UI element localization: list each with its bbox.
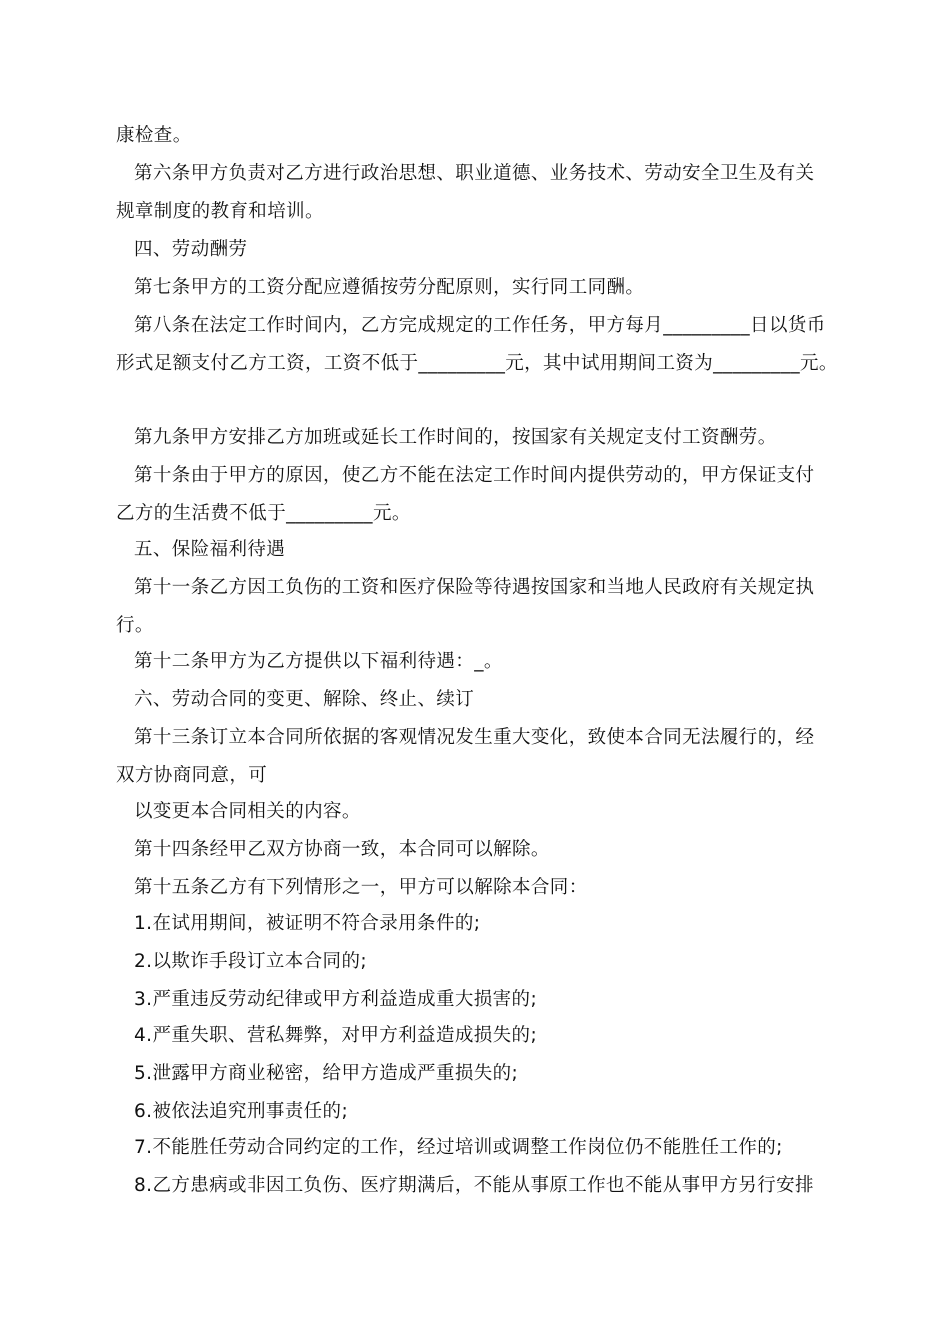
- list-item: 4.严重失职、营私舞弊，对甲方利益造成损失的;: [134, 1025, 538, 1046]
- list-item: 5.泄露甲方商业秘密，给甲方造成严重损失的;: [134, 1063, 519, 1084]
- text-line: 规章制度的教育和培训。: [116, 201, 324, 222]
- list-item: 3.严重违反劳动纪律或甲方利益造成重大损害的;: [134, 989, 538, 1010]
- text-line: 第十一条乙方因工负伤的工资和医疗保险等待遇按国家和当地人民政府有关规定执: [134, 577, 815, 598]
- text-line: 第十四条经甲乙双方协商一致，本合同可以解除。: [134, 839, 550, 860]
- text-line: 康检查。: [116, 125, 192, 146]
- text-line: 第十三条订立本合同所依据的客观情况发生重大变化，致使本合同无法履行的，经: [134, 727, 815, 748]
- text-line: 第十五条乙方有下列情形之一，甲方可以解除本合同：: [134, 877, 588, 898]
- text-line: 第十条由于甲方的原因，使乙方不能在法定工作时间内提供劳动的，甲方保证支付: [134, 465, 815, 486]
- list-item: 8.乙方患病或非因工负伤、医疗期满后，不能从事原工作也不能从事甲方另行安排: [134, 1175, 814, 1196]
- text-line: 双方协商同意，可: [116, 765, 268, 786]
- text-line: 形式足额支付乙方工资，工资不低于_________元，其中试用期间工资为_________元。: [116, 353, 838, 374]
- text-line: 第八条在法定工作时间内，乙方完成规定的工作任务，甲方每月_________日以货币: [134, 315, 826, 336]
- text-line: 乙方的生活费不低于_________元。: [116, 503, 411, 524]
- section-heading: 五、保险福利待遇: [134, 539, 286, 560]
- text-line: 第十二条甲方为乙方提供以下福利待遇：_。: [134, 651, 503, 672]
- list-item: 1.在试用期间，被证明不符合录用条件的;: [134, 913, 481, 934]
- text-line: 行。: [116, 615, 154, 636]
- section-heading: 四、劳动酬劳: [134, 239, 248, 260]
- list-item: 2.以欺诈手段订立本合同的;: [134, 951, 367, 972]
- text-line: 第六条甲方负责对乙方进行政治思想、职业道德、业务技术、劳动安全卫生及有关: [134, 163, 815, 184]
- text-line: 以变更本合同相关的内容。: [134, 801, 361, 822]
- section-heading: 六、劳动合同的变更、解除、终止、续订: [134, 689, 475, 710]
- list-item: 6.被依法追究刑事责任的;: [134, 1101, 349, 1122]
- text-line: 第九条甲方安排乙方加班或延长工作时间的，按国家有关规定支付工资酬劳。: [134, 427, 777, 448]
- list-item: 7.不能胜任劳动合同约定的工作，经过培训或调整工作岗位仍不能胜任工作的;: [134, 1137, 783, 1158]
- text-line: 第七条甲方的工资分配应遵循按劳分配原则，实行同工同酬。: [134, 277, 645, 298]
